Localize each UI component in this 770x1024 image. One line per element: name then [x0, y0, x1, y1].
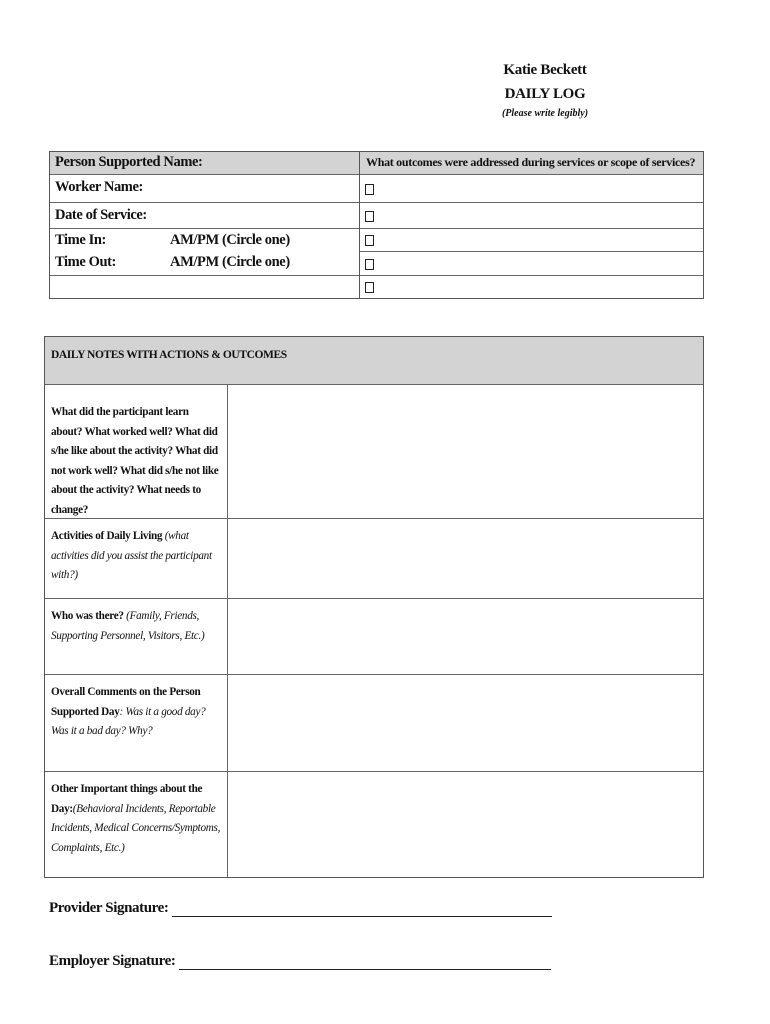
checkbox-icon[interactable]	[365, 184, 374, 195]
notes-label: What did the participant learn about? What worked well? What did s/he like about the activity? What did not work well? What did s/he not like about the activity? What needs to change?	[45, 384, 228, 518]
outcome-row[interactable]	[360, 203, 703, 229]
notes-label: Overall Comments on the Person Supported Day: Was it a good day? Was it a bad day? Why?	[45, 675, 228, 771]
outcomes-heading-row	[360, 152, 703, 175]
notes-field[interactable]	[228, 599, 703, 674]
checkbox-icon[interactable]	[365, 211, 374, 222]
notes-field[interactable]	[228, 519, 703, 598]
outcome-row[interactable]	[360, 229, 703, 252]
time-out-row[interactable]	[50, 252, 359, 276]
time-in-row[interactable]	[50, 229, 359, 252]
log-subtitle: DAILY LOG	[504, 86, 586, 102]
time-in-ampm: AM/PM (Circle one)	[170, 232, 290, 248]
employer-signature-line[interactable]	[179, 955, 551, 970]
checkbox-icon[interactable]	[365, 259, 374, 270]
checkbox-icon[interactable]	[365, 235, 374, 246]
notes-row-who-was-there	[45, 599, 703, 675]
checkbox-icon[interactable]	[365, 282, 374, 293]
person-supported-row[interactable]	[50, 152, 359, 175]
provider-signature-line[interactable]	[172, 902, 552, 917]
notes-row-daily-living	[45, 519, 703, 599]
notes-label: Other Important things about the Day:(Behavioral Incidents, Reportable Incidents, Medical Concerns/Symptoms, Complaints, Etc.)	[45, 772, 228, 877]
notes-row-learning	[45, 384, 703, 519]
outcomes-heading: What outcomes were addressed during services or scope of services?	[366, 155, 696, 169]
notes-field[interactable]	[228, 675, 703, 771]
legibility-note: (Please write legibly)	[501, 108, 589, 119]
employer-signature-label: Employer Signature:	[49, 953, 176, 969]
notes-field[interactable]	[228, 384, 703, 518]
person-supported-label: Person Supported Name:	[55, 154, 203, 170]
worker-name-label: Worker Name:	[55, 179, 143, 195]
outcomes-table	[359, 151, 704, 299]
outcome-row[interactable]	[360, 175, 703, 203]
outcome-row[interactable]	[360, 276, 703, 299]
date-of-service-row[interactable]	[50, 203, 359, 229]
daily-notes-table	[44, 336, 704, 878]
time-out-label: Time Out:	[55, 254, 116, 270]
provider-signature	[49, 900, 552, 917]
date-of-service-label: Date of Service:	[55, 207, 147, 223]
person-info-table	[49, 151, 360, 299]
provider-signature-label: Provider Signature:	[49, 900, 169, 916]
time-in-label: Time In:	[55, 232, 106, 248]
employer-signature	[49, 953, 551, 970]
outcome-row[interactable]	[360, 252, 703, 276]
worker-name-row[interactable]	[50, 175, 359, 203]
notes-row-overall-comments	[45, 675, 703, 772]
notes-label: Activities of Daily Living (what activities did you assist the participant with?)	[45, 519, 228, 598]
time-out-ampm: AM/PM (Circle one)	[170, 254, 290, 270]
log-title: Katie Beckett	[503, 62, 587, 78]
daily-notes-heading: DAILY NOTES WITH ACTIONS & OUTCOMES	[51, 349, 287, 361]
daily-notes-heading-row	[45, 337, 703, 385]
blank-info-row[interactable]	[50, 276, 359, 299]
notes-field[interactable]	[228, 772, 703, 877]
notes-row-other-important	[45, 772, 703, 877]
notes-label: Who was there? (Family, Friends, Supporting Personnel, Visitors, Etc.)	[45, 599, 228, 674]
